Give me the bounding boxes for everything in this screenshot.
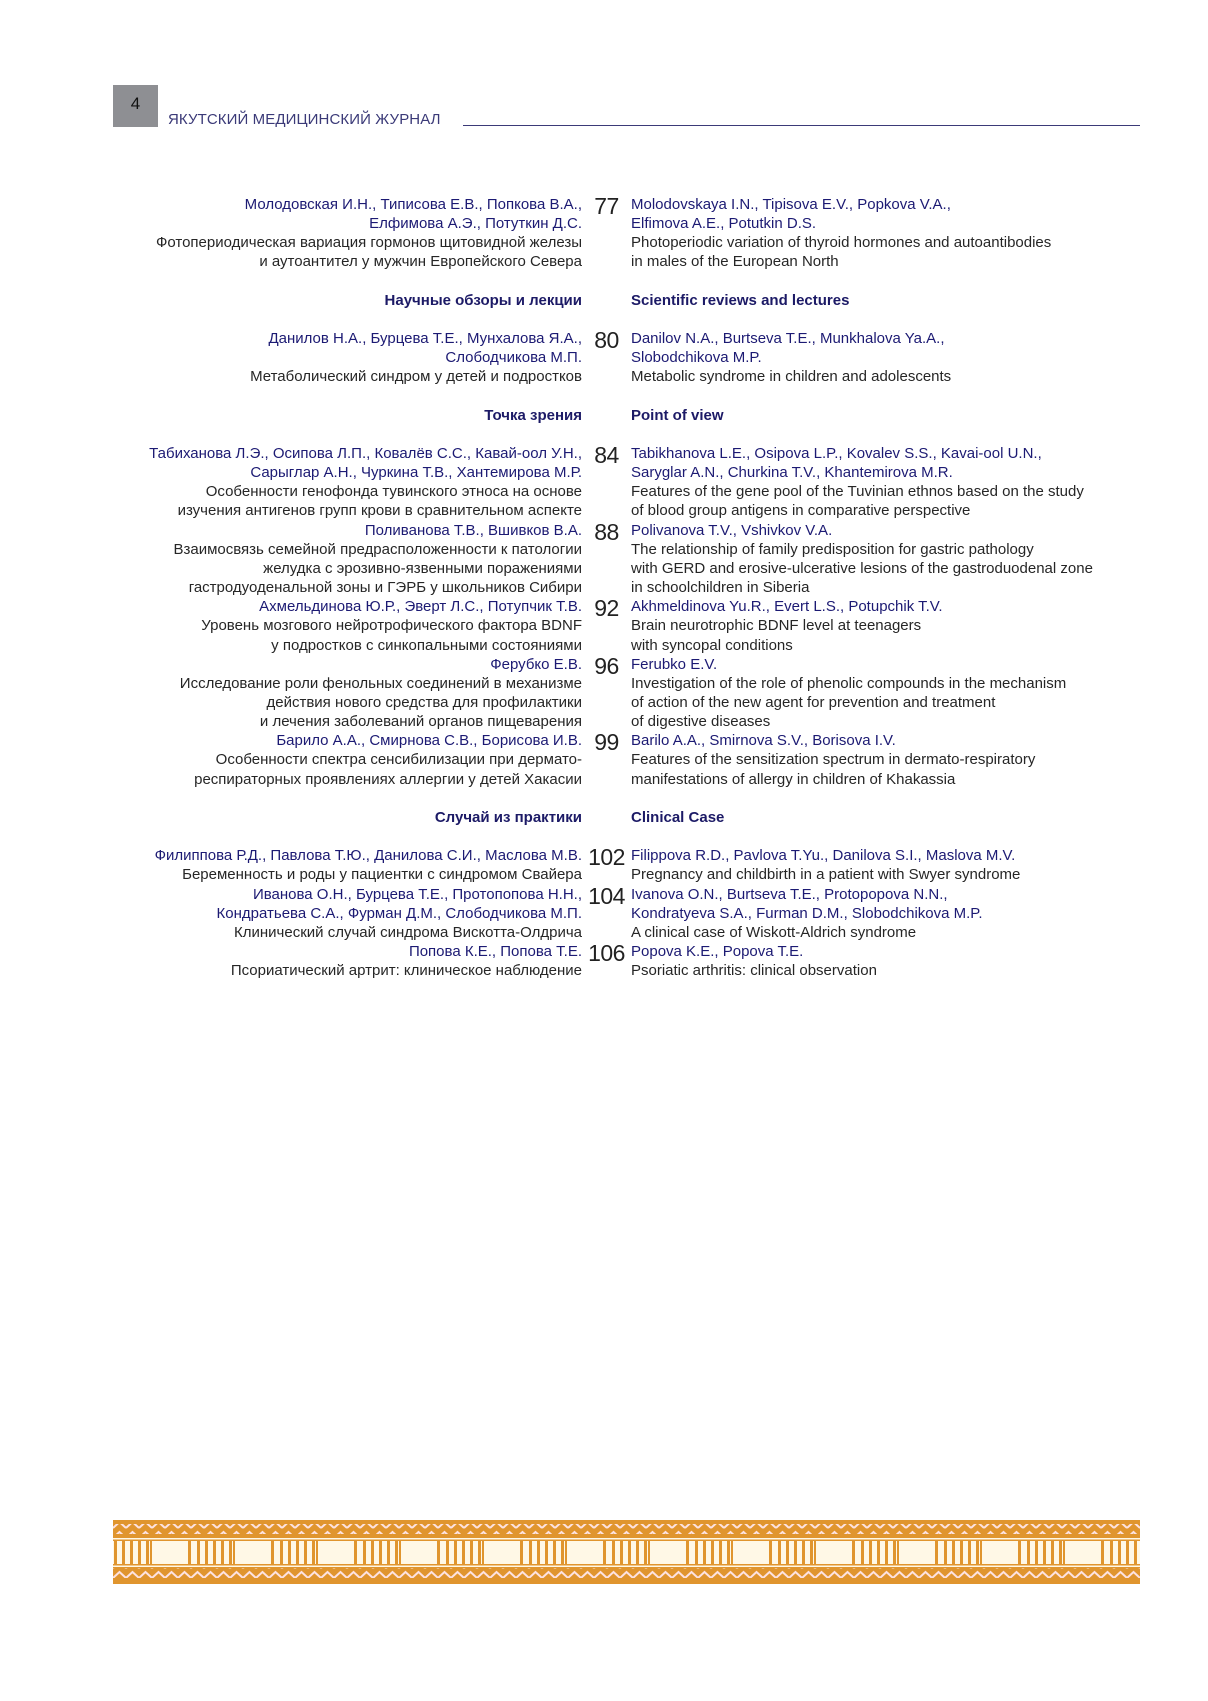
title-en-line: in schoolchildren in Siberia (631, 579, 810, 597)
entry-russian (113, 885, 582, 942)
section-heading (113, 808, 1143, 827)
journal-title: ЯКУТСКИЙ МЕДИЦИНСКИЙ ЖУРНАЛ (168, 111, 441, 128)
title-ru-line: Исследование роли фенольных соединений в механизме (179, 674, 582, 692)
title-en-line: The relationship of family predisposition for gastric pathology (631, 540, 1034, 558)
entry-russian (113, 521, 582, 598)
spacer (582, 406, 631, 425)
authors-en-line: Elfimova A.E., Potutkin D.S. (631, 215, 817, 233)
authors-ru-line: Попова К.Е., Попова Т.Е. (408, 943, 582, 960)
title-en-line: Photoperiodic variation of thyroid hormones and autoantibodies (631, 234, 1052, 252)
authors-en-line: Popova K.E., Popova T.E. (631, 943, 804, 960)
page-number: 4 (130, 94, 141, 113)
authors-en-line: Polivanova T.V., Vshivkov V.A. (631, 521, 833, 539)
title-en-line: Features of the gene pool of the Tuvinian ethnos based on the study (631, 483, 1084, 501)
title-en-line: Pregnancy and childbirth in a patient with Swyer syndrome (631, 866, 1021, 884)
title-en-line: Metabolic syndrome in children and adolescents (631, 368, 952, 386)
title-ru-line: желудка с эрозивно-язвенными поражениями (263, 559, 582, 577)
authors-en-line: Kondratyeva S.A., Furman D.M., Slobodchikova M.P. (631, 904, 983, 922)
title-en-line: Psoriatic arthritis: clinical observation (631, 962, 877, 980)
title-en-line: Features of the sensitization spectrum in dermato-respiratory (631, 751, 1036, 769)
entry-page-number: 104 (588, 882, 625, 909)
entry-english (631, 731, 1143, 788)
title-ru-line: изучения антигенов групп крови в сравнительном аспекте (177, 502, 582, 520)
authors-en-line: Danilov N.A., Burtseva T.E., Munkhalova Ya.A., (631, 330, 945, 348)
title-ru-line: Беременность и роды у пациентки с синдромом Свайера (182, 866, 582, 884)
authors-en-line: Tabikhanova L.E., Osipova L.P., Kovalev S.S., Kavai-ool U.N., (631, 444, 1042, 462)
section-heading-en: Clinical Case (631, 808, 725, 826)
authors-en-line: Barilo A.A., Smirnova S.V., Borisova I.V. (631, 732, 896, 750)
entry-page-number: 92 (594, 595, 619, 622)
title-en-line: Brain neurotrophic BDNF level at teenagers (631, 617, 922, 635)
title-ru-line: и лечения заболеваний органов пищеварения (259, 713, 582, 731)
table-of-contents (113, 195, 1143, 980)
entry-russian (113, 597, 582, 654)
entry-russian (113, 329, 582, 386)
authors-ru-line: Ферубко Е.В. (490, 655, 582, 673)
title-en-line: of digestive diseases (631, 713, 771, 731)
title-ru-line: у подростков с синкопальными состояниями (271, 636, 582, 654)
entry-page-number: 84 (594, 441, 619, 468)
authors-ru-line: Кондратьева С.А., Фурман Д.М., Слободчикова М.П. (216, 904, 582, 922)
title-en-line: A clinical case of Wiskott-Aldrich syndrome (631, 923, 917, 941)
authors-ru-line: Сарыглар А.Н., Чуркина Т.В., Хантемирова М.Р. (250, 464, 582, 482)
entry-russian (113, 846, 582, 884)
authors-ru-line: Елфимова А.Э., Потуткин Д.С. (369, 215, 582, 233)
title-en-line: of blood group antigens in comparative perspective (631, 502, 971, 520)
title-ru-line: Клинический случай синдрома Вискотта-Олдрича (234, 923, 582, 941)
spacer (582, 808, 631, 827)
toc-entry[interactable] (113, 846, 1143, 884)
authors-en-line: Filippova R.D., Pavlova T.Yu., Danilova S.I., Maslova M.V. (631, 847, 1016, 865)
title-en-line: of action of the new agent for prevention and treatment (631, 694, 996, 711)
title-ru-line: Особенности спектра сенсибилизации при дермато- (215, 751, 582, 769)
entry-page-number: 77 (594, 193, 619, 219)
authors-en-line: Saryglar A.N., Churkina T.V., Khantemirova M.R. (631, 464, 953, 482)
entry-page-number: 106 (588, 940, 625, 966)
title-ru-line: Псориатический артрит: клиническое наблюдение (230, 962, 582, 980)
entry-english (631, 942, 1143, 980)
title-ru-line: Метаболический синдром у детей и подростков (250, 368, 582, 386)
authors-ru-line: Филиппова Р.Д., Павлова Т.Ю., Данилова С.И., Маслова М.В. (154, 847, 582, 865)
toc-entry[interactable] (113, 195, 1143, 272)
entry-russian (113, 655, 582, 732)
authors-ru-line: Ахмельдинова Ю.Р., Эверт Л.С., Потупчик Т.В. (259, 598, 582, 616)
entry-page-number: 96 (594, 652, 619, 679)
authors-ru-line: Барило А.А., Смирнова С.В., Борисова И.В. (276, 732, 582, 750)
title-ru-line: Взаимосвязь семейной предрасположенности к патологии (173, 540, 582, 558)
title-ru-line: Особенности генофонда тувинского этноса на основе (205, 483, 582, 501)
entry-russian (113, 731, 582, 788)
entry-english (631, 885, 1143, 942)
page-number-box (113, 85, 158, 127)
toc-entry[interactable] (113, 329, 1143, 386)
header-divider (463, 125, 1140, 126)
authors-ru-line: Табиханова Л.Э., Осипова Л.П., Ковалёв С.С., Кавай-оол У.Н., (149, 444, 582, 462)
title-en-line: manifestations of allergy in children of Khakassia (631, 770, 956, 788)
entry-english (631, 444, 1143, 521)
entry-page-number: 80 (594, 327, 619, 354)
authors-en-line: Molodovskaya I.N., Tipisova E.V., Popkova V.A., (631, 196, 951, 213)
title-ru-line: гастродуоденальной зоны и ГЭРБ у школьников Сибири (188, 579, 582, 597)
entry-english (631, 846, 1143, 884)
title-en-line: Investigation of the role of phenolic compounds in the mechanism (631, 674, 1067, 692)
authors-en-line: Slobodchikova M.P. (631, 349, 762, 367)
section-heading-en: Point of view (631, 406, 724, 424)
authors-ru-line: Иванова О.Н., Бурцева Т.Е., Протопопова Н.Н., (252, 885, 582, 903)
entry-page-number: 99 (594, 729, 619, 756)
title-ru-line: действия нового средства для профилактики (266, 694, 582, 711)
entry-page-number: 88 (594, 518, 619, 545)
title-ru-line: и аутоантител у мужчин Европейского Севера (259, 253, 582, 271)
section-heading-ru: Случай из практики (434, 808, 582, 826)
entry-english (631, 329, 1143, 386)
authors-en-line: Ferubko E.V. (631, 655, 718, 673)
toc-entry[interactable] (113, 518, 1143, 598)
section-heading-ru: Научные обзоры и лекции (384, 291, 582, 309)
entry-english (631, 521, 1143, 598)
authors-ru-line: Данилов Н.А., Бурцева Т.Е., Мунхалова Я.А., (268, 330, 582, 348)
toc-entry[interactable] (113, 942, 1143, 980)
authors-en-line: Ivanova O.N., Burtseva T.E., Protopopova N.N., (631, 885, 948, 903)
authors-en-line: Akhmeldinova Yu.R., Evert L.S., Potupchik T.V. (631, 598, 943, 616)
entry-russian (113, 195, 582, 272)
entry-english (631, 597, 1143, 654)
toc-entry[interactable] (113, 441, 1143, 521)
section-heading-en: Scientific reviews and lectures (631, 291, 850, 309)
toc-entry[interactable] (113, 652, 1143, 732)
title-ru-line: Уровень мозгового нейротрофического фактора BDNF (201, 617, 582, 635)
entry-russian (113, 942, 582, 980)
authors-ru-line: Поливанова Т.В., Вшивков В.А. (364, 521, 582, 539)
title-ru-line: респираторных проявлениях аллергии у детей Хакасии (194, 770, 582, 788)
toc-entry[interactable] (113, 597, 1143, 654)
toc-entry[interactable] (113, 882, 1143, 942)
section-heading (113, 291, 1143, 310)
authors-ru-line: Слободчикова М.П. (445, 349, 582, 367)
entry-english (631, 655, 1143, 732)
entry-english (631, 195, 1143, 272)
section-heading-ru: Точка зрения (484, 406, 582, 424)
authors-ru-line: Молодовская И.Н., Типисова Е.В., Попкова В.А., (244, 196, 582, 213)
title-en-line: with syncopal conditions (631, 636, 793, 654)
entry-russian (113, 444, 582, 521)
title-en-line: in males of the European North (631, 253, 839, 271)
toc-entry[interactable] (113, 731, 1143, 788)
entry-page-number: 102 (588, 844, 625, 871)
title-en-line: with GERD and erosive-ulcerative lesions of the gastroduodenal zone (631, 559, 1093, 577)
spacer (582, 291, 631, 310)
decorative-ornament-border (113, 1520, 1140, 1586)
title-ru-line: Фотопериодическая вариация гормонов щитовидной железы (155, 234, 582, 252)
section-heading (113, 406, 1143, 425)
